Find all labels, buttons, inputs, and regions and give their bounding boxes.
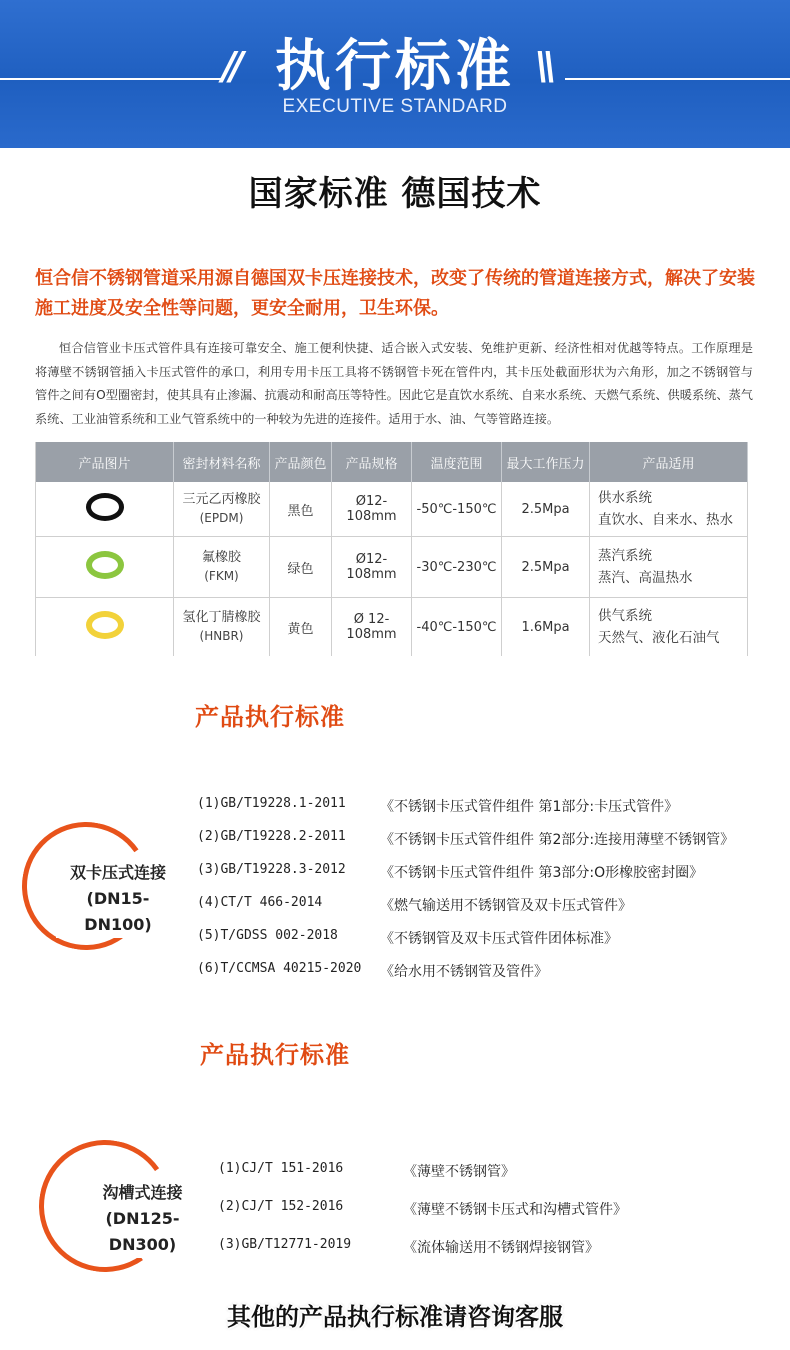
standard-title: 《流体输送用不锈钢焊接钢管》	[403, 1240, 599, 1256]
material-code: (HNBR)	[199, 629, 244, 643]
material-cell	[174, 537, 270, 598]
standards-list	[197, 796, 787, 994]
application-detail: 直饮水、自来水、热水	[598, 512, 733, 528]
material-name: 氟橡胶	[201, 550, 241, 565]
table-header-cell: 产品图片	[36, 442, 174, 482]
temp-cell: -50℃-150℃	[412, 482, 502, 537]
table-header-cell: 产品适用	[590, 442, 748, 482]
badge-title: 双卡压式连接	[69, 863, 166, 882]
table-row	[36, 598, 748, 657]
application-system: 供水系统	[598, 490, 652, 506]
list-item	[218, 1161, 778, 1199]
product-image-cell	[36, 598, 174, 657]
spec-cell: Ø12-108mm	[332, 482, 412, 537]
banner-subtitle: EXECUTIVE STANDARD	[282, 96, 508, 117]
table-row	[36, 537, 748, 598]
standard-title: 《薄壁不锈钢管》	[403, 1164, 515, 1180]
table-header-cell: 温度范围	[412, 442, 502, 482]
badge-size-range: (DN15-DN100)	[84, 889, 152, 934]
table-header-cell: 密封材料名称	[174, 442, 270, 482]
badge-size-range: (DN125-DN300)	[105, 1209, 180, 1254]
lead-paragraph: 恒合信不锈钢管道采用源自德国双卡压连接技术，改变了传统的管道连接方式，解决了安装施工进度及安全性等问题，更安全耐用，卫生环保。	[35, 268, 755, 319]
application-cell	[590, 598, 748, 657]
standard-title: 《不锈钢卡压式管件组件 第3部分:O形橡胶密封圈》	[380, 865, 704, 881]
table-header-cell: 最大工作压力	[502, 442, 590, 482]
list-item	[197, 928, 787, 961]
application-system: 供气系统	[598, 608, 652, 624]
standard-code: (3)GB/T12771-2019	[218, 1237, 352, 1252]
application-detail: 蒸汽、高温热水	[598, 570, 693, 586]
table-row	[36, 482, 748, 537]
banner-title: 执行标准	[275, 34, 515, 99]
list-item	[197, 895, 787, 928]
standard-code: (5)T/GDSS 002-2018	[197, 928, 338, 943]
slogan-heading: 国家标准 德国技术	[248, 174, 542, 214]
list-item	[218, 1199, 778, 1237]
footer-contact-note: 其他的产品执行标准请咨询客服	[227, 1303, 563, 1331]
pressure-cell: 2.5Mpa	[502, 482, 590, 537]
application-cell	[590, 482, 748, 537]
standard-code: (2)CJ/T 152-2016	[218, 1199, 344, 1214]
color-cell: 黄色	[270, 598, 332, 657]
application-cell	[590, 537, 748, 598]
description-paragraph: 恒合信管业卡压式管件具有连接可靠安全、施工便利快捷、适合嵌入式安装、免维护更新、经济性相对优越等特点。工作原理是将薄壁不锈钢管插入卡压式管件的承口，利用专用卡压工具将不锈钢管卡死在管件内，其卡压处截面形状为六角形，加之不锈钢管与管件之间有O型圈密封，使其具有止渗漏、抗震动和耐高压等特性。因此它是直饮水系统、自来水系统、天燃气系统、供暖系统、蒸气系统、工业油管系统和工业气管系统中的一种较为先进的连接件。适用于水、油、气等管路连接。	[35, 341, 753, 426]
list-item	[218, 1237, 778, 1275]
application-system: 蒸汽系统	[598, 548, 652, 564]
product-image-cell	[36, 482, 174, 537]
standard-code: (1)CJ/T 151-2016	[218, 1161, 344, 1176]
material-cell	[174, 482, 270, 537]
material-code: (EPDM)	[199, 511, 244, 525]
standard-code: (3)GB/T19228.3-2012	[197, 862, 346, 877]
slash-decoration-left-icon: //	[222, 44, 238, 88]
standard-title: 《不锈钢卡压式管件组件 第2部分:连接用薄壁不锈钢管》	[380, 832, 735, 848]
color-cell: 绿色	[270, 537, 332, 598]
connection-type-badge	[75, 1180, 210, 1258]
product-image-cell	[36, 537, 174, 598]
material-name: 氢化丁腈橡胶	[182, 610, 261, 625]
temp-cell: -30℃-230℃	[412, 537, 502, 598]
list-item	[197, 796, 787, 829]
list-item	[197, 961, 787, 994]
slash-decoration-right-icon: \\	[535, 44, 551, 88]
color-cell: 黑色	[270, 482, 332, 537]
standard-code: (6)T/CCMSA 40215-2020	[197, 961, 362, 976]
yellow-o-ring-icon	[86, 611, 124, 639]
spec-cell: Ø12-108mm	[332, 537, 412, 598]
standard-code: (2)GB/T19228.2-2011	[197, 829, 346, 844]
standard-title: 《给水用不锈钢管及管件》	[380, 964, 548, 980]
table-header-row	[36, 442, 748, 482]
list-item	[197, 862, 787, 895]
application-detail: 天然气、液化石油气	[598, 630, 720, 646]
standard-title: 《不锈钢管及双卡压式管件团体标准》	[380, 931, 618, 947]
standards-list	[218, 1161, 778, 1275]
standard-title: 《燃气输送用不锈钢管及双卡压式管件》	[380, 898, 632, 914]
table-header-cell: 产品规格	[332, 442, 412, 482]
material-name: 三元乙丙橡胶	[182, 492, 261, 507]
green-o-ring-icon	[86, 551, 124, 579]
spec-cell: Ø 12-108mm	[332, 598, 412, 657]
connection-type-badge	[56, 860, 180, 938]
material-code: (FKM)	[204, 569, 239, 583]
pressure-cell: 2.5Mpa	[502, 537, 590, 598]
list-item	[197, 829, 787, 862]
black-o-ring-icon	[86, 493, 124, 521]
header-banner	[0, 0, 790, 148]
seal-material-table	[35, 442, 748, 656]
temp-cell: -40℃-150℃	[412, 598, 502, 657]
table-header-cell: 产品颜色	[270, 442, 332, 482]
material-cell	[174, 598, 270, 657]
badge-title: 沟槽式连接	[102, 1183, 183, 1202]
standard-code: (1)GB/T19228.1-2011	[197, 796, 346, 811]
standard-code: (4)CT/T 466-2014	[197, 895, 323, 910]
section-heading-standards: 产品执行标准	[200, 1041, 350, 1069]
standard-title: 《薄壁不锈钢卡压式和沟槽式管件》	[403, 1202, 627, 1218]
section-heading-standards: 产品执行标准	[195, 703, 345, 731]
standard-title: 《不锈钢卡压式管件组件 第1部分:卡压式管件》	[380, 799, 679, 815]
pressure-cell: 1.6Mpa	[502, 598, 590, 657]
